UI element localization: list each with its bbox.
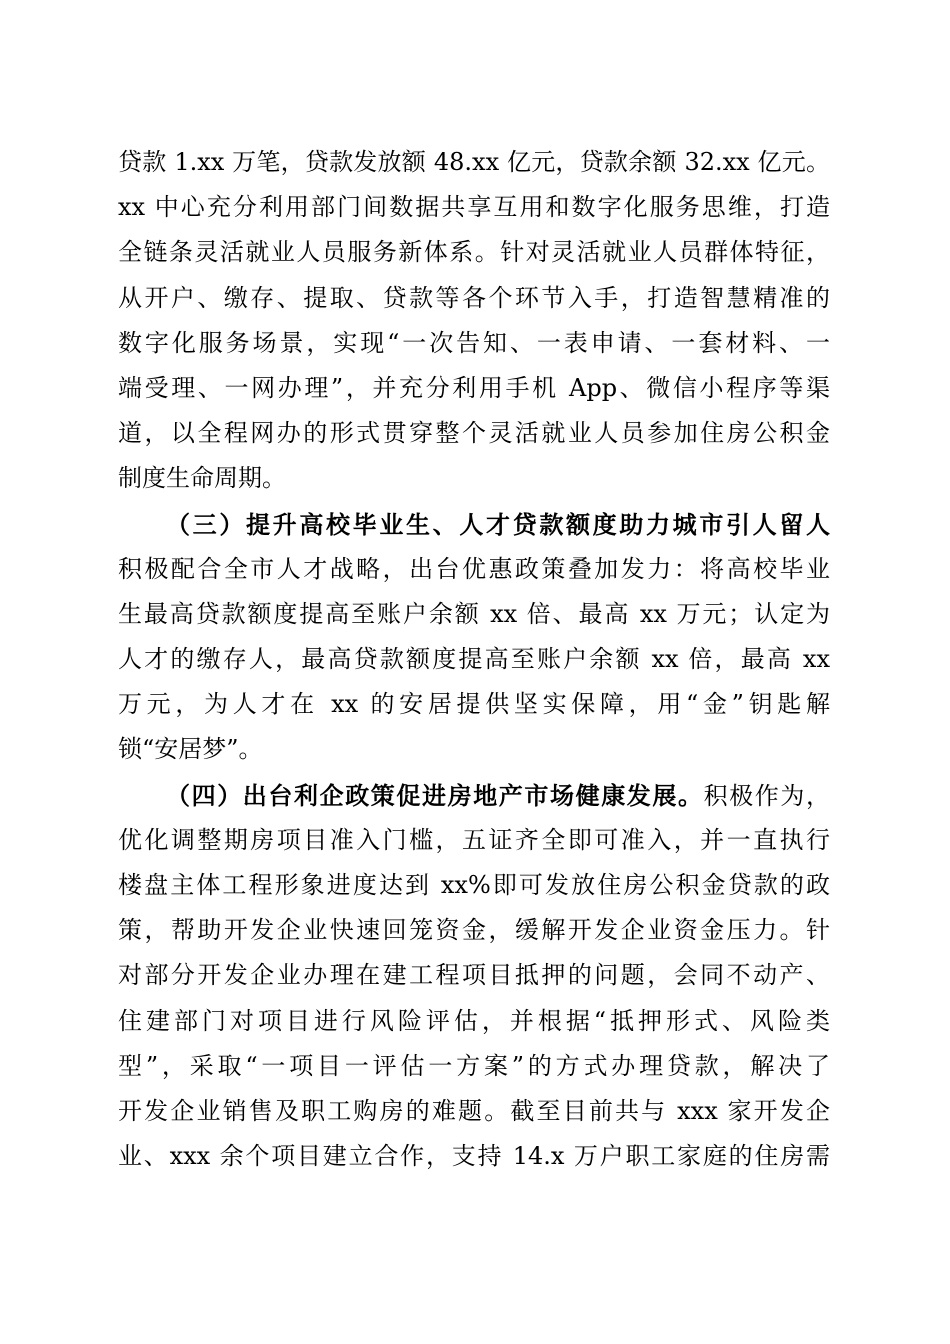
text-line-10: 积极配合全市人才战略，出台优惠政策叠加发力：将高校毕业 — [118, 554, 830, 583]
text-line-13: 万元，为人才在 xx 的安居提供坚实保障，用“金”钥匙解 — [118, 690, 830, 719]
section-4-heading: （四）出台利企政策促进房地产市场健康发展。 — [166, 780, 704, 810]
text-line-21: 型”，采取“一项目一评估一方案”的方式办理贷款，解决了 — [118, 1051, 830, 1080]
text-line-17: 楼盘主体工程形象进度达到 xx%即可发放住房公积金贷款的政 — [118, 871, 830, 899]
text-line-14: 锁“安居梦”。 — [118, 735, 263, 764]
text-line-19: 对部分开发企业办理在建工程项目抵押的问题，会同不动产、 — [118, 961, 830, 990]
text-line-22: 开发企业销售及职工购房的难题。截至目前共与 xxx 家开发企 — [118, 1096, 830, 1125]
text-line-11: 生最高贷款额度提高至账户余额 xx 倍、最高 xx 万元；认定为 — [118, 599, 830, 628]
section-4-first-line-rest: 积极作为， — [703, 781, 831, 810]
text-line-12: 人才的缴存人，最高贷款额度提高至账户余额 xx 倍，最高 xx — [118, 645, 830, 674]
text-line-3: 全链条灵活就业人员服务新体系。针对灵活就业人员群体特征， — [118, 238, 830, 267]
section-3-heading: （三）提升高校毕业生、人才贷款额度助力城市引人留人 — [166, 509, 830, 539]
section-4-first-line — [118, 773, 830, 818]
text-line-16: 优化调整期房项目准入门槛，五证齐全即可准入，并一直执行 — [118, 825, 830, 854]
text-line-5: 数字化服务场景，实现“一次告知、一表申请、一套材料、一 — [118, 328, 830, 357]
text-line-1: 贷款 1.xx 万笔，贷款发放额 48.xx 亿元，贷款余额 32.xx 亿元。 — [118, 148, 830, 176]
text-line-6: 端受理、一网办理”，并充分利用手机 App、微信小程序等渠 — [118, 373, 830, 402]
text-line-2: xx 中心充分利用部门间数据共享互用和数字化服务思维，打造 — [118, 193, 830, 222]
text-line-7: 道，以全程网办的形式贯穿整个灵活就业人员参加住房公积金 — [118, 419, 830, 448]
body-text — [118, 140, 830, 1179]
text-line-23: 业、xxx 余个项目建立合作，支持 14.x 万户职工家庭的住房需 — [118, 1142, 830, 1171]
text-line-18: 策，帮助开发企业快速回笼资金，缓解开发企业资金压力。针 — [118, 916, 830, 945]
text-line-4: 从开户、缴存、提取、贷款等各个环节入手，打造智慧精准的 — [118, 283, 830, 312]
text-line-20: 住建部门对项目进行风险评估，并根据“抵押形式、风险类 — [118, 1006, 830, 1035]
text-line-8: 制度生命周期。 — [118, 464, 286, 493]
